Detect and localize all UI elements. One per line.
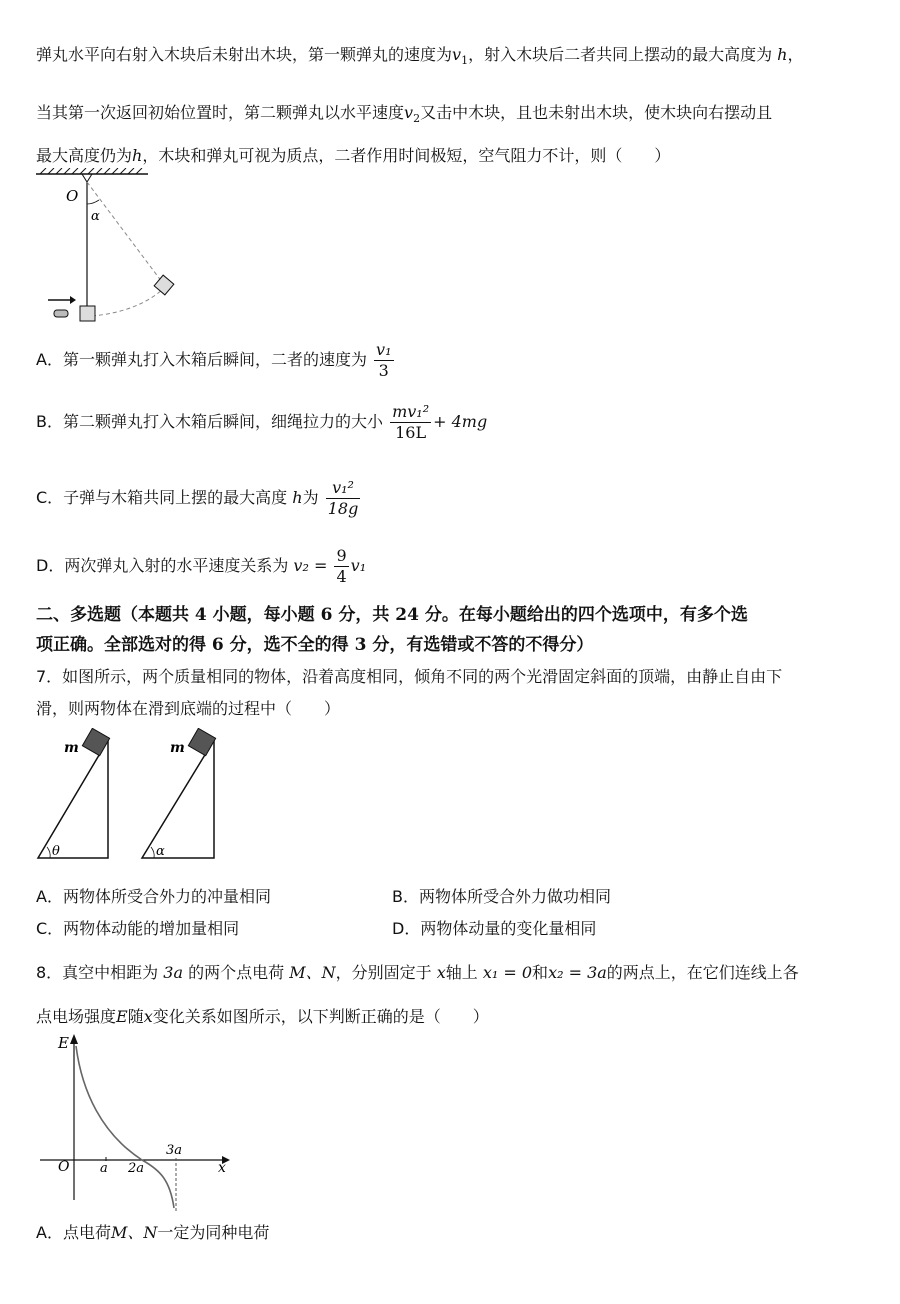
label-E: E [58,1034,69,1052]
q6-option-b [36,402,487,443]
label-2a: 2a [128,1161,145,1176]
q8-line1-b: 的两个点电荷 [188,963,285,982]
q6-line-3 [36,143,670,166]
ceiling-hatch [40,168,142,174]
q6-option-b-fraction: $\frac{\text{mv₁²}}{16L}$ [392,402,430,442]
q7-line-1: 7．如图所示，两个质量相同的物体，沿着高度相同，倾角不同的两个光滑固定斜面的顶端，由静止自由下 [36,667,783,686]
q6-option-c-text: C．子弹与木箱共同上摆的最大高度 [36,488,288,507]
q7-option-c: C．两物体动能的增加量相同 [36,919,240,938]
q6-line-2 [36,100,772,125]
block-right [188,728,215,755]
q8-line2-b: 随 [127,1007,144,1026]
label-theta: θ [52,844,60,859]
wood-block [80,306,95,321]
q6-pendulum-figure [36,168,196,328]
q6-option-d-tail: v₁ [350,556,367,575]
q6-line3-text-a: 最大高度仍为 [36,146,133,165]
q6-option-c-h: h [292,488,303,507]
angle-arc-alpha [151,847,154,858]
q6-h-symbol: h [777,45,788,64]
q6-h-symbol-2: h [132,146,143,165]
q6-option-b-text: B．第二颗弹丸打入木箱后瞬间，细绳拉力的大小 [36,412,383,431]
q6-line-1 [36,42,804,67]
label-O: O [58,1159,70,1175]
q6-option-b-tail: + 4mg [433,412,488,431]
q8-line1-c: ，分别固定于 [335,963,432,982]
q8-option-a-MN: M、N [110,1223,158,1242]
q6-line2-text-a: 当其第一次返回初始位置时，第二颗弹丸以水平速度 [36,103,405,122]
label-m-left: m [64,740,79,756]
q6-option-d-lhs: v₂ = [293,556,328,575]
q6-option-a [36,340,396,381]
incline-left [38,740,108,858]
label-alpha: α [156,844,165,859]
q6-line3-text-b: ，木块和弹丸可视为质点，二者作用时间极短，空气阻力不计，则（ ） [142,146,671,165]
q7-option-a: A．两物体所受合外力的冲量相同 [36,887,271,906]
q7-incline-figure [30,728,230,864]
swing-arc-dashed [92,290,162,316]
q8-x2: x₂ = 3a [548,963,607,982]
q7-option-b: B．两物体所受合外力做功相同 [392,887,611,906]
label-m-right: m [170,740,185,756]
q8-line2-a: 点电场强度 [36,1007,117,1026]
incline-right [142,740,214,858]
label-a: a [100,1161,108,1176]
section2-heading-line1: 二、多选题（本题共 4 小题，每小题 6 分，共 24 分。在每小题给出的四个选项中，有多个选 [36,605,748,625]
q8-line1-a: 8．真空中相距为 [36,963,159,982]
q6-option-c [36,478,362,519]
velocity-arrow-head [70,296,76,304]
label-3a: 3a [166,1143,183,1158]
q6-v1-symbol: $v_1$ [452,45,469,67]
q8-option-a [36,1220,269,1243]
q8-E: E [116,1007,128,1026]
q8-line1-f: 的两点上，在它们连线上各 [606,963,799,982]
q8-x-2: x [143,1007,153,1026]
pivot-label-O: O [66,187,79,205]
q6-option-d-text: D．两次弹丸入射的水平速度关系为 [36,556,289,575]
q8-x: x [436,963,446,982]
q6-option-c-mid: 为 [302,488,319,507]
e-axis-arrow [70,1034,78,1044]
q8-option-a-text: A．点电荷 [36,1223,111,1242]
label-x: x [218,1160,226,1176]
q6-option-c-fraction: $\frac{\text{v₁²}}{18g}$ [327,478,359,518]
q8-3a: 3a [163,963,183,982]
swung-block [154,275,174,295]
field-curve [76,1046,174,1208]
q8-line1-e: 和 [532,963,549,982]
q6-option-d [36,546,366,587]
q6-option-d-fraction: $\frac{9}{4}$ [336,546,347,586]
q8-x1: x₁ = 0 [482,963,533,982]
q7-line-2: 滑，则两物体在滑到底端的过程中（ ） [36,699,341,718]
q6-v2-symbol: $v_2$ [404,103,421,125]
q8-MN: M、N [289,963,336,982]
q6-line2-text-b: 又击中木块，且也未射出木块，使木块向右摆动且 [420,103,773,122]
q8-field-graph [36,1030,236,1215]
q6-option-a-text: A．第一颗弹丸打入木箱后瞬间，二者的速度为 [36,350,367,369]
q8-option-a-tail: 一定为同种电荷 [157,1223,270,1242]
bullet [54,310,68,317]
q8-line-1 [36,960,799,983]
angle-label-alpha: α [91,209,100,224]
angle-arc [87,200,99,204]
pivot-mount [82,174,92,182]
q6-line1-text-a: 弹丸水平向右射入木块后未射出木块，第一颗弹丸的速度为 [36,45,453,64]
angle-arc-theta [47,847,50,858]
q6-line1-text-b: ，射入木块后二者共同上摆动的最大高度为 [468,45,773,64]
q8-line1-d: 轴上 [445,963,478,982]
swung-string-dashed [87,182,162,282]
q6-line1-end: ， [787,45,804,64]
section2-heading-line2: 项正确。全部选对的得 6 分，选不全的得 3 分，有选错或不答的不得分） [36,635,594,655]
block-left [82,728,109,755]
q6-option-a-fraction: $\frac{\text{v₁}}{3}$ [376,340,392,380]
q8-line-2 [36,1004,489,1027]
q8-line2-c: 变化关系如图所示，以下判断正确的是（ ） [152,1007,489,1026]
q7-option-d: D．两物体动量的变化量相同 [392,919,597,938]
